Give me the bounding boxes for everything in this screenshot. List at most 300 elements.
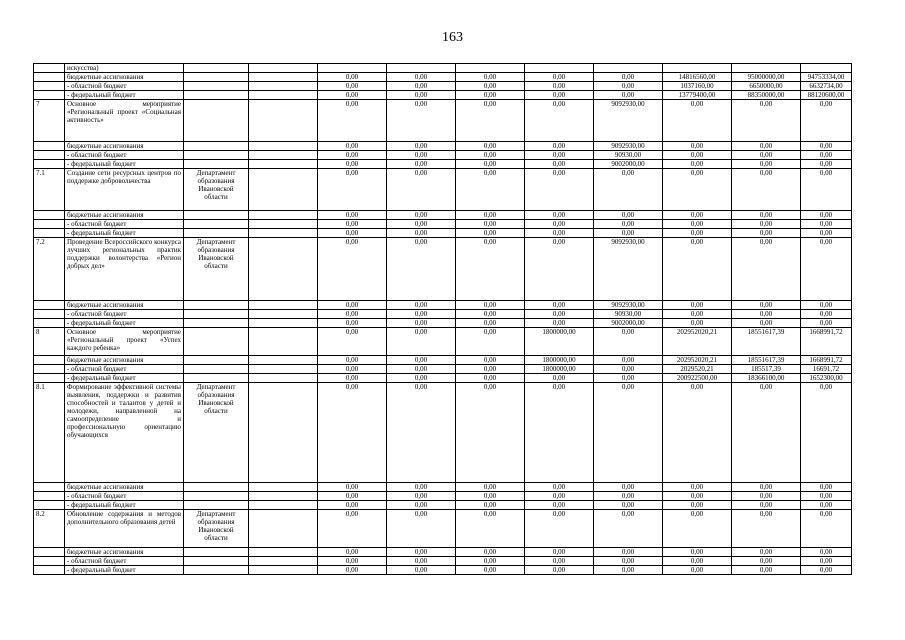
value-cell: 0,00 (318, 383, 387, 483)
empty-cell (249, 365, 318, 374)
value-cell: 0,00 (456, 319, 525, 328)
row-number (34, 566, 65, 575)
value-cell: 0,00 (318, 501, 387, 510)
row-executor: Департамент образования Ивановской области (184, 383, 249, 483)
value-cell: 200922500,00 (663, 374, 732, 383)
value-cell: 0,00 (594, 501, 663, 510)
value-cell: 0,00 (318, 365, 387, 374)
table-row (34, 557, 852, 566)
value-cell: 0,00 (801, 238, 852, 301)
value-cell: 0,00 (387, 557, 456, 566)
row-name: бюджетные ассигнования (65, 483, 184, 492)
value-cell (663, 64, 732, 73)
value-cell: 0,00 (732, 383, 801, 483)
value-cell: 0,00 (525, 319, 594, 328)
row-executor (184, 82, 249, 91)
row-executor (184, 64, 249, 73)
value-cell: 0,00 (456, 229, 525, 238)
value-cell: 0,00 (594, 82, 663, 91)
value-cell: 0,00 (663, 160, 732, 169)
value-cell: 0,00 (387, 229, 456, 238)
row-executor (184, 319, 249, 328)
row-name: Проведение Всероссийского конкурса лучших региональных практик поддержки волонтерства «Регион добрых дел» (65, 238, 184, 301)
value-cell: 0,00 (663, 483, 732, 492)
value-cell: 0,00 (456, 328, 525, 356)
row-number (34, 365, 65, 374)
table-row (34, 64, 852, 73)
table-row-item (34, 100, 852, 142)
value-cell: 0,00 (318, 510, 387, 548)
value-cell: 0,00 (456, 169, 525, 211)
row-number (34, 483, 65, 492)
value-cell: 0,00 (663, 220, 732, 229)
row-executor (184, 328, 249, 356)
empty-cell (249, 238, 318, 301)
value-cell: 0,00 (525, 160, 594, 169)
value-cell: 0,00 (663, 151, 732, 160)
value-cell: 0,00 (456, 91, 525, 100)
row-name: Обновление содержания и методов дополнительного образования детей (65, 510, 184, 548)
value-cell: 0,00 (801, 100, 852, 142)
row-executor (184, 160, 249, 169)
value-cell: 14816560,00 (663, 73, 732, 82)
value-cell: 0,00 (456, 548, 525, 557)
value-cell: 0,00 (801, 220, 852, 229)
value-cell (387, 64, 456, 73)
row-executor (184, 142, 249, 151)
value-cell: 1037160,00 (663, 82, 732, 91)
value-cell: 0,00 (801, 142, 852, 151)
row-name: - федеральный бюджет (65, 319, 184, 328)
value-cell: 0,00 (663, 492, 732, 501)
value-cell: 0,00 (318, 151, 387, 160)
value-cell: 0,00 (318, 328, 387, 356)
empty-cell (249, 64, 318, 73)
row-number (34, 557, 65, 566)
row-number: 8.1 (34, 383, 65, 483)
value-cell (525, 64, 594, 73)
value-cell: 0,00 (456, 220, 525, 229)
value-cell: 0,00 (318, 169, 387, 211)
row-executor (184, 73, 249, 82)
value-cell: 0,00 (456, 356, 525, 365)
value-cell: 0,00 (387, 501, 456, 510)
table-row (34, 301, 852, 310)
value-cell: 0,00 (525, 220, 594, 229)
value-cell: 0,00 (456, 510, 525, 548)
row-name: - областной бюджет (65, 492, 184, 501)
value-cell: 0,00 (387, 383, 456, 483)
table-row (34, 374, 852, 383)
empty-cell (249, 319, 318, 328)
value-cell: 2029520,21 (663, 365, 732, 374)
value-cell: 0,00 (594, 492, 663, 501)
row-executor (184, 151, 249, 160)
value-cell: 0,00 (663, 501, 732, 510)
row-number: 7.1 (34, 169, 65, 211)
row-number (34, 229, 65, 238)
value-cell: 0,00 (387, 73, 456, 82)
row-number (34, 73, 65, 82)
table-row-item (34, 238, 852, 301)
value-cell: 0,00 (732, 169, 801, 211)
value-cell: 0,00 (732, 220, 801, 229)
empty-cell (249, 356, 318, 365)
row-number: 8.2 (34, 510, 65, 548)
value-cell: 0,00 (663, 169, 732, 211)
value-cell: 0,00 (525, 151, 594, 160)
value-cell: 0,00 (801, 169, 852, 211)
value-cell: 0,00 (456, 492, 525, 501)
row-executor: Департамент образования Ивановской области (184, 238, 249, 301)
empty-cell (249, 301, 318, 310)
value-cell: 1800000,00 (525, 328, 594, 356)
value-cell: 0,00 (387, 510, 456, 548)
value-cell: 0,00 (387, 160, 456, 169)
value-cell: 0,00 (801, 548, 852, 557)
empty-cell (249, 548, 318, 557)
empty-cell (249, 91, 318, 100)
row-number: 8 (34, 328, 65, 356)
value-cell: 0,00 (387, 220, 456, 229)
value-cell: 0,00 (732, 492, 801, 501)
row-executor: Департамент образования Ивановской области (184, 169, 249, 211)
empty-cell (249, 310, 318, 319)
value-cell: 0,00 (456, 82, 525, 91)
row-number (34, 151, 65, 160)
value-cell: 0,00 (525, 142, 594, 151)
row-name: - федеральный бюджет (65, 160, 184, 169)
table-row (34, 142, 852, 151)
empty-cell (249, 383, 318, 483)
value-cell: 0,00 (525, 383, 594, 483)
row-name: бюджетные ассигнования (65, 356, 184, 365)
value-cell: 0,00 (594, 356, 663, 365)
row-name: - областной бюджет (65, 82, 184, 91)
table-row (34, 501, 852, 510)
value-cell: 0,00 (456, 100, 525, 142)
table-row (34, 91, 852, 100)
value-cell (732, 64, 801, 73)
value-cell: 0,00 (525, 238, 594, 301)
value-cell: 0,00 (387, 151, 456, 160)
value-cell: 0,00 (801, 301, 852, 310)
empty-cell (249, 229, 318, 238)
value-cell: 0,00 (801, 501, 852, 510)
value-cell: 0,00 (801, 151, 852, 160)
table-row (34, 211, 852, 220)
table-row (34, 365, 852, 374)
value-cell: 0,00 (732, 238, 801, 301)
row-executor (184, 483, 249, 492)
value-cell: 0,00 (663, 100, 732, 142)
value-cell: 0,00 (318, 492, 387, 501)
value-cell: 0,00 (456, 151, 525, 160)
value-cell: 0,00 (318, 82, 387, 91)
value-cell: 0,00 (456, 365, 525, 374)
value-cell: 0,00 (594, 169, 663, 211)
value-cell: 9092930,00 (594, 100, 663, 142)
row-name: - областной бюджет (65, 310, 184, 319)
value-cell (318, 64, 387, 73)
value-cell: 0,00 (525, 492, 594, 501)
row-executor (184, 374, 249, 383)
value-cell: 9092930,00 (594, 301, 663, 310)
value-cell: 0,00 (801, 483, 852, 492)
value-cell: 0,00 (318, 73, 387, 82)
row-executor (184, 229, 249, 238)
empty-cell (249, 211, 318, 220)
row-name: бюджетные ассигнования (65, 301, 184, 310)
row-executor (184, 91, 249, 100)
row-executor (184, 211, 249, 220)
row-number (34, 160, 65, 169)
value-cell: 90930,00 (594, 151, 663, 160)
value-cell: 94753334,00 (801, 73, 852, 82)
value-cell: 0,00 (387, 328, 456, 356)
value-cell: 0,00 (732, 483, 801, 492)
value-cell (594, 64, 663, 73)
table-row-item (34, 328, 852, 356)
row-number (34, 356, 65, 365)
value-cell: 0,00 (594, 557, 663, 566)
value-cell (456, 64, 525, 73)
value-cell: 0,00 (387, 319, 456, 328)
value-cell: 0,00 (594, 211, 663, 220)
value-cell: 0,00 (456, 501, 525, 510)
value-cell: 0,00 (318, 211, 387, 220)
value-cell: 0,00 (456, 374, 525, 383)
value-cell: 88120600,00 (801, 91, 852, 100)
value-cell: 1652300,00 (801, 374, 852, 383)
value-cell: 0,00 (456, 73, 525, 82)
value-cell: 0,00 (318, 548, 387, 557)
row-number (34, 319, 65, 328)
value-cell: 0,00 (318, 557, 387, 566)
value-cell: 0,00 (732, 501, 801, 510)
row-number (34, 301, 65, 310)
value-cell: 0,00 (732, 229, 801, 238)
empty-cell (249, 73, 318, 82)
value-cell: 0,00 (525, 91, 594, 100)
value-cell: 0,00 (732, 142, 801, 151)
value-cell: 0,00 (801, 566, 852, 575)
row-name: бюджетные ассигнования (65, 142, 184, 151)
value-cell: 0,00 (594, 566, 663, 575)
table-row (34, 310, 852, 319)
row-executor (184, 356, 249, 365)
value-cell: 0,00 (456, 211, 525, 220)
value-cell: 0,00 (663, 142, 732, 151)
value-cell: 0,00 (663, 548, 732, 557)
value-cell: 0,00 (594, 365, 663, 374)
table-row (34, 483, 852, 492)
empty-cell (249, 510, 318, 548)
row-executor (184, 548, 249, 557)
value-cell: 0,00 (594, 73, 663, 82)
value-cell: 0,00 (525, 229, 594, 238)
table-row-item (34, 510, 852, 548)
value-cell: 0,00 (732, 211, 801, 220)
value-cell: 0,00 (594, 510, 663, 548)
row-executor (184, 365, 249, 374)
value-cell: 0,00 (387, 483, 456, 492)
row-number (34, 548, 65, 557)
value-cell: 6650000,00 (732, 82, 801, 91)
empty-cell (249, 142, 318, 151)
value-cell: 0,00 (456, 566, 525, 575)
table-row-item (34, 383, 852, 483)
empty-cell (249, 328, 318, 356)
table-row (34, 356, 852, 365)
value-cell: 95000000,00 (732, 73, 801, 82)
value-cell: 0,00 (732, 548, 801, 557)
page-number: 163 (442, 30, 463, 45)
value-cell: 0,00 (318, 319, 387, 328)
row-executor (184, 557, 249, 566)
row-name: - федеральный бюджет (65, 374, 184, 383)
empty-cell (249, 160, 318, 169)
row-number (34, 374, 65, 383)
value-cell: 202952020,21 (663, 328, 732, 356)
value-cell: 0,00 (594, 91, 663, 100)
value-cell: 0,00 (387, 548, 456, 557)
value-cell: 0,00 (525, 510, 594, 548)
value-cell: 0,00 (594, 229, 663, 238)
value-cell: 0,00 (525, 374, 594, 383)
table-row (34, 82, 852, 91)
row-name: - федеральный бюджет (65, 566, 184, 575)
value-cell: 0,00 (456, 160, 525, 169)
value-cell: 0,00 (594, 548, 663, 557)
empty-cell (249, 220, 318, 229)
value-cell: 0,00 (387, 238, 456, 301)
value-cell: 0,00 (663, 510, 732, 548)
value-cell: 0,00 (663, 301, 732, 310)
row-name: - федеральный бюджет (65, 91, 184, 100)
table-row (34, 151, 852, 160)
value-cell: 0,00 (318, 91, 387, 100)
value-cell: 0,00 (732, 310, 801, 319)
empty-cell (249, 374, 318, 383)
table-row-item (34, 169, 852, 211)
value-cell: 0,00 (732, 100, 801, 142)
value-cell: 1668991,72 (801, 328, 852, 356)
value-cell: 0,00 (801, 492, 852, 501)
value-cell: 0,00 (663, 566, 732, 575)
row-name: - областной бюджет (65, 365, 184, 374)
row-name: бюджетные ассигнования (65, 73, 184, 82)
value-cell: 0,00 (456, 301, 525, 310)
row-name: - федеральный бюджет (65, 229, 184, 238)
row-number: 7 (34, 100, 65, 142)
row-number (34, 142, 65, 151)
value-cell: 0,00 (318, 229, 387, 238)
table-row (34, 229, 852, 238)
value-cell: 0,00 (318, 301, 387, 310)
empty-cell (249, 151, 318, 160)
value-cell: 0,00 (387, 169, 456, 211)
row-name: Основное мероприятие «Региональный проект «Успех каждого ребенка» (65, 328, 184, 356)
value-cell: 0,00 (525, 566, 594, 575)
value-cell: 0,00 (525, 310, 594, 319)
value-cell: 9002000,00 (594, 319, 663, 328)
value-cell: 0,00 (318, 566, 387, 575)
value-cell: 0,00 (387, 301, 456, 310)
value-cell: 0,00 (663, 383, 732, 483)
value-cell: 0,00 (594, 483, 663, 492)
row-number (34, 220, 65, 229)
table-row (34, 492, 852, 501)
value-cell: 1800000,00 (525, 365, 594, 374)
value-cell: 0,00 (594, 220, 663, 229)
row-name: - областной бюджет (65, 220, 184, 229)
value-cell: 0,00 (663, 211, 732, 220)
value-cell: 0,00 (801, 160, 852, 169)
value-cell: 0,00 (387, 566, 456, 575)
value-cell: 0,00 (318, 100, 387, 142)
table-row (34, 548, 852, 557)
empty-cell (249, 483, 318, 492)
value-cell (801, 64, 852, 73)
value-cell: 0,00 (801, 319, 852, 328)
empty-cell (249, 566, 318, 575)
empty-cell (249, 492, 318, 501)
empty-cell (249, 100, 318, 142)
value-cell: 0,00 (732, 160, 801, 169)
value-cell: 0,00 (387, 356, 456, 365)
value-cell: 0,00 (318, 238, 387, 301)
empty-cell (249, 557, 318, 566)
row-executor (184, 566, 249, 575)
value-cell: 0,00 (732, 301, 801, 310)
empty-cell (249, 501, 318, 510)
value-cell: 0,00 (732, 510, 801, 548)
budget-table (33, 63, 852, 575)
value-cell: 0,00 (387, 142, 456, 151)
row-name: - областной бюджет (65, 557, 184, 566)
value-cell: 0,00 (525, 548, 594, 557)
value-cell: 6632734,00 (801, 82, 852, 91)
value-cell: 0,00 (318, 374, 387, 383)
row-executor (184, 310, 249, 319)
table-row (34, 566, 852, 575)
value-cell: 0,00 (525, 301, 594, 310)
value-cell: 0,00 (456, 142, 525, 151)
table-row (34, 220, 852, 229)
value-cell: 0,00 (525, 169, 594, 211)
value-cell: 0,00 (387, 310, 456, 319)
table-row (34, 319, 852, 328)
value-cell: 0,00 (387, 365, 456, 374)
row-number (34, 501, 65, 510)
row-number (34, 82, 65, 91)
value-cell: 13779400,00 (663, 91, 732, 100)
table-body (34, 64, 852, 575)
row-executor (184, 492, 249, 501)
value-cell: 0,00 (456, 483, 525, 492)
value-cell: 9092930,00 (594, 238, 663, 301)
value-cell: 0,00 (732, 566, 801, 575)
value-cell: 0,00 (318, 356, 387, 365)
value-cell: 0,00 (663, 229, 732, 238)
value-cell: 9002000,00 (594, 160, 663, 169)
empty-cell (249, 82, 318, 91)
value-cell: 0,00 (801, 211, 852, 220)
value-cell: 0,00 (525, 483, 594, 492)
value-cell: 0,00 (525, 82, 594, 91)
value-cell: 18551617,39 (732, 356, 801, 365)
